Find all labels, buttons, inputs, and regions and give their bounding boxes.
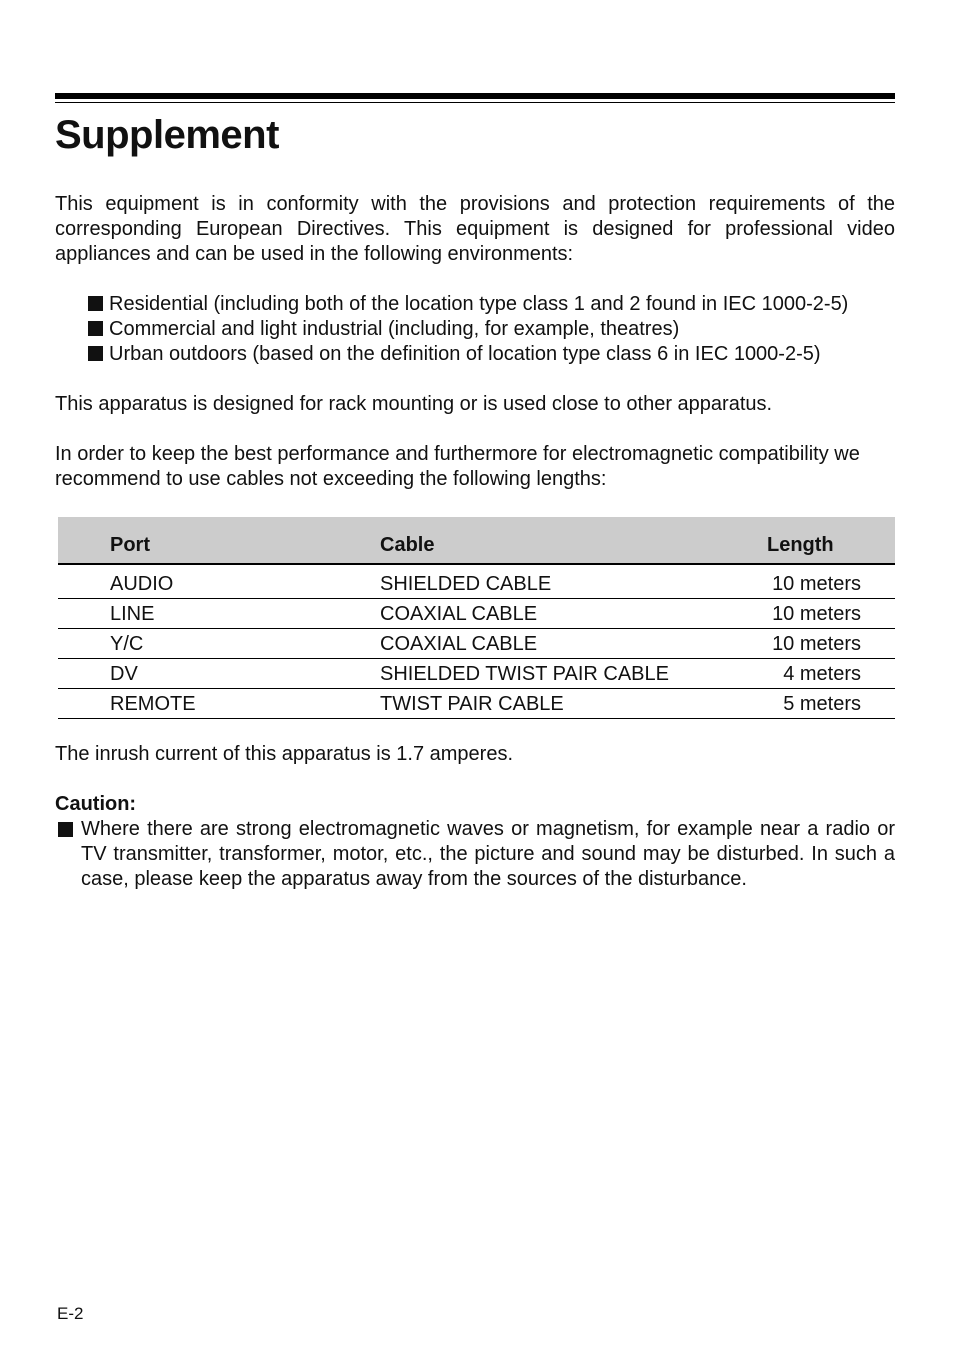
square-bullet-icon (88, 346, 103, 361)
title-rule-thick (55, 93, 895, 99)
table-row (58, 629, 895, 659)
page-number: E-2 (57, 1304, 84, 1323)
table-row (58, 689, 895, 719)
cell-cable: SHIELDED CABLE (380, 573, 552, 595)
title-rule-thin (55, 102, 895, 103)
table-row (58, 659, 895, 689)
cell-length: 5 meters (783, 693, 861, 715)
cable-intro-paragraph: In order to keep the best performance and furthermore for electromagnetic compatibility we recommend to use cables not exceeding the following lengths: (55, 443, 860, 490)
cell-port: DV (110, 663, 138, 685)
table-row (58, 565, 895, 599)
cell-port: Y/C (110, 633, 144, 655)
cell-port: AUDIO (110, 573, 174, 595)
environment-list (88, 292, 848, 367)
list-item: Urban outdoors (based on the definition of location type class 6 in IEC 1000-2-5) (88, 342, 848, 367)
page-title: Supplement (55, 113, 279, 157)
table-header (58, 517, 895, 565)
cell-port: LINE (110, 603, 155, 625)
square-bullet-icon (58, 822, 73, 837)
cable-length-table (58, 517, 895, 719)
cell-cable: TWIST PAIR CABLE (380, 693, 564, 715)
cell-length: 4 meters (783, 663, 861, 685)
cell-cable: SHIELDED TWIST PAIR CABLE (380, 663, 669, 685)
header-length: Length (767, 534, 834, 556)
caution-label: Caution: (55, 793, 137, 815)
cell-port: REMOTE (110, 693, 196, 715)
cell-cable: COAXIAL CABLE (380, 603, 538, 625)
square-bullet-icon (88, 296, 103, 311)
caution-text: Where there are strong electromagnetic waves or magnetism, for example near a radio or TV transmitter, transformer, motor, etc., the picture and sound may be disturbed. In such a case, please keep the apparatus away from the sources of the disturbance. (81, 818, 895, 890)
rack-note: This apparatus is designed for rack mounting or is used close to other apparatus. (55, 393, 773, 415)
cell-length: 10 meters (772, 603, 861, 625)
cell-cable: COAXIAL CABLE (380, 633, 538, 655)
cell-length: 10 meters (772, 573, 861, 595)
list-item: Commercial and light industrial (including, for example, theatres) (88, 317, 848, 342)
header-cable: Cable (380, 534, 435, 556)
cell-length: 10 meters (772, 633, 861, 655)
square-bullet-icon (88, 321, 103, 336)
inrush-note: The inrush current of this apparatus is 1.7 amperes. (55, 743, 514, 765)
header-port: Port (110, 534, 150, 556)
table-row (58, 599, 895, 629)
list-item: Residential (including both of the location type class 1 and 2 found in IEC 1000-2-5) (88, 292, 848, 317)
intro-paragraph: This equipment is in conformity with the provisions and protection requirements of the corresponding European Directives. This equipment is designed for professional video appliances and can be used in the following environments: (55, 193, 895, 265)
caution-item (55, 817, 895, 892)
